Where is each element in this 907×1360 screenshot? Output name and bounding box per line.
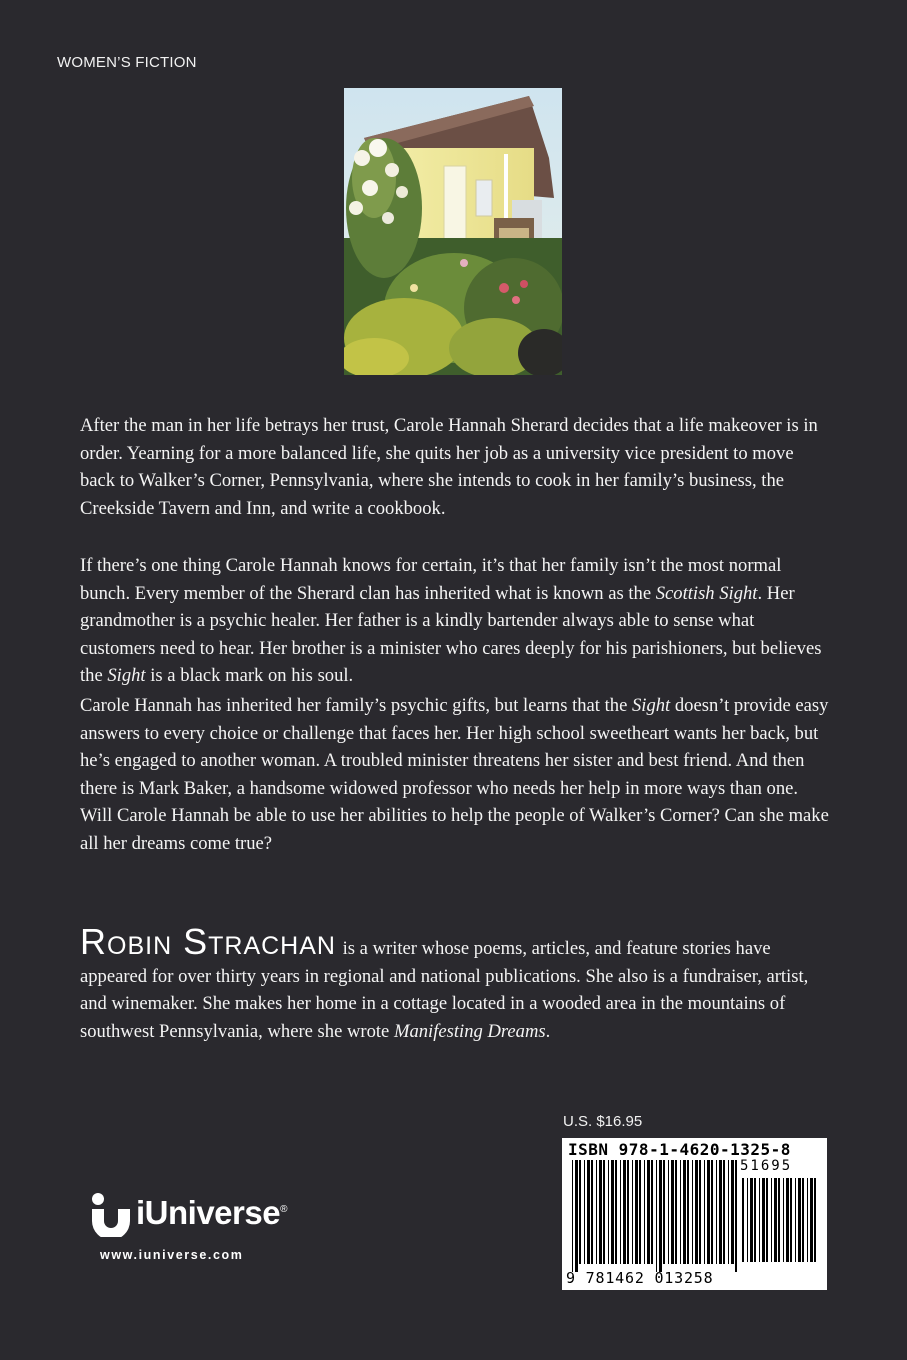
blurb-text: is a black mark on his soul. — [145, 665, 354, 687]
cover-photo — [344, 88, 562, 375]
barcode-bar — [620, 1160, 621, 1264]
barcode-bar — [675, 1160, 677, 1264]
barcode-bar — [814, 1178, 816, 1262]
barcode-bar — [663, 1160, 665, 1264]
barcode-bar — [810, 1178, 813, 1262]
isbn-label: ISBN 978-1-4620-1325-8 — [568, 1140, 791, 1159]
barcode-bar — [615, 1160, 617, 1264]
isbn-barcode — [562, 1138, 827, 1290]
barcode-bar — [771, 1178, 772, 1262]
blurb-text: Carole Hannah has inherited her family’s psychic gifts, but learns that the — [80, 695, 632, 716]
barcode-bar — [611, 1160, 614, 1264]
barcode-bar — [587, 1160, 590, 1264]
publisher-name-text: iUniverse — [136, 1194, 281, 1231]
barcode-bar — [659, 1160, 662, 1272]
author-name: Robin Strachan — [80, 921, 336, 962]
barcode-bar — [731, 1160, 734, 1264]
iuniverse-logo-icon — [88, 1191, 134, 1237]
barcode-bar — [716, 1160, 717, 1264]
barcode-bar — [692, 1160, 693, 1264]
barcode-bar — [599, 1160, 602, 1264]
barcode-bar — [668, 1160, 669, 1264]
barcode-bar — [728, 1160, 729, 1264]
barcode-bar — [798, 1178, 801, 1262]
barcode-bar — [699, 1160, 701, 1264]
barcode-bar — [807, 1178, 808, 1262]
barcode-bar — [754, 1178, 756, 1262]
barcode-bar — [603, 1160, 605, 1264]
barcode-bar — [639, 1160, 641, 1264]
barcode-bar — [623, 1160, 626, 1264]
barcode-bar — [802, 1178, 804, 1262]
barcode-bar — [707, 1160, 710, 1264]
barcode-bar — [683, 1160, 686, 1264]
barcode-bar — [795, 1178, 796, 1262]
barcode-bar — [579, 1160, 581, 1264]
barcode-bar — [704, 1160, 705, 1264]
cottage-garden-image — [344, 88, 562, 375]
barcode-bar — [627, 1160, 629, 1264]
italic-term: Sight — [107, 665, 146, 687]
barcode-bar — [584, 1160, 585, 1264]
barcode-bars-main — [572, 1160, 742, 1272]
barcode-bars-addon — [742, 1178, 820, 1270]
barcode-bar — [783, 1178, 784, 1262]
blurb-paragraph-1: After the man in her life betrays her trust, Carole Hannah Sherard decides that a life makeover is in order. Yearning for a more balanced life, she quits her job as a university vice president to move back to Walker’s Corner, Pennsylvania, where she intends to cook in her family’s business, the Creekside Tavern and Inn, and write a cookbook. — [80, 415, 818, 519]
bio-text: . — [545, 1020, 551, 1042]
barcode-bar — [647, 1160, 650, 1264]
publisher-logo — [88, 1188, 318, 1268]
barcode-bar — [778, 1178, 780, 1262]
barcode-bar — [711, 1160, 713, 1264]
price-label: U.S. $16.95 — [563, 1113, 643, 1130]
publisher-name — [136, 1194, 287, 1232]
barcode-bar — [644, 1160, 645, 1264]
barcode-bar — [695, 1160, 698, 1264]
barcode-bar — [762, 1178, 765, 1262]
blurb-text: If there’s one thing Carole Hannah knows for certain, it’s that her family isn’t the most normal bunch. Every member of the Sherard clan has inherited what is known as the — [80, 555, 782, 604]
author-bio — [80, 921, 832, 1045]
barcode-bar — [575, 1160, 578, 1272]
registered-mark: ® — [280, 1204, 287, 1215]
barcode-bar — [596, 1160, 597, 1264]
barcode-bar — [723, 1160, 725, 1264]
barcode-bar — [632, 1160, 633, 1264]
blurb-paragraph-2 — [80, 552, 832, 690]
barcode-bar — [719, 1160, 722, 1264]
blurb-paragraph-3 — [80, 692, 832, 858]
barcode-bar — [635, 1160, 638, 1264]
barcode-bar — [750, 1178, 753, 1262]
barcode-bar — [759, 1178, 760, 1262]
barcode-digits: 9 781462 013258 — [566, 1269, 714, 1287]
barcode-bar — [735, 1160, 737, 1272]
barcode-bar — [608, 1160, 609, 1264]
barcode-bar — [572, 1160, 573, 1272]
barcode-bar — [651, 1160, 653, 1264]
blurb-text: doesn’t provide easy answers to every choice or challenge that faces her. Her high school sweetheart wants her back, but he’s engaged to another woman. A troubled minister threatens her sister and best friend. And then there is Mark Baker, a handsome widowed professor who needs her help in more ways than one. Will Carole Hannah be able to use her abilities to help the people of Walker’s Corner? Can she make all her dreams come true? — [80, 695, 829, 854]
price-code: 51695 — [740, 1158, 793, 1174]
barcode-bar — [591, 1160, 593, 1264]
barcode-bar — [790, 1178, 792, 1262]
barcode-bar — [786, 1178, 789, 1262]
barcode-bar — [656, 1160, 657, 1272]
genre-label: WOMEN’S FICTION — [57, 54, 197, 71]
italic-term: Scottish Sight — [655, 582, 758, 604]
barcode-bar — [742, 1178, 744, 1262]
publisher-url: www.iuniverse.com — [100, 1248, 244, 1262]
barcode-bar — [671, 1160, 674, 1264]
italic-term: Sight — [631, 695, 671, 716]
bio-text: is a writer whose poems, articles, and feature stories have appeared for over thirty years in regional and national publications. She also is a fundraiser, artist, and winemaker. She makes her home in a cottage located in a wooded area in the mountains of southwest Pennsylvania, where she wrote — [80, 938, 809, 1042]
book-title: Manifesting Dreams — [393, 1020, 546, 1042]
barcode-bar — [747, 1178, 748, 1262]
barcode-bar — [766, 1178, 768, 1262]
barcode-bar — [687, 1160, 689, 1264]
blurb-text: . Her grandmother is a psychic healer. Her father is a kindly bartender always able to sense what customers need to hear. Her brother is a minister who cares deeply for his parishioners, but believes the — [80, 582, 822, 687]
barcode-bar — [680, 1160, 681, 1264]
barcode-bar — [774, 1178, 777, 1262]
